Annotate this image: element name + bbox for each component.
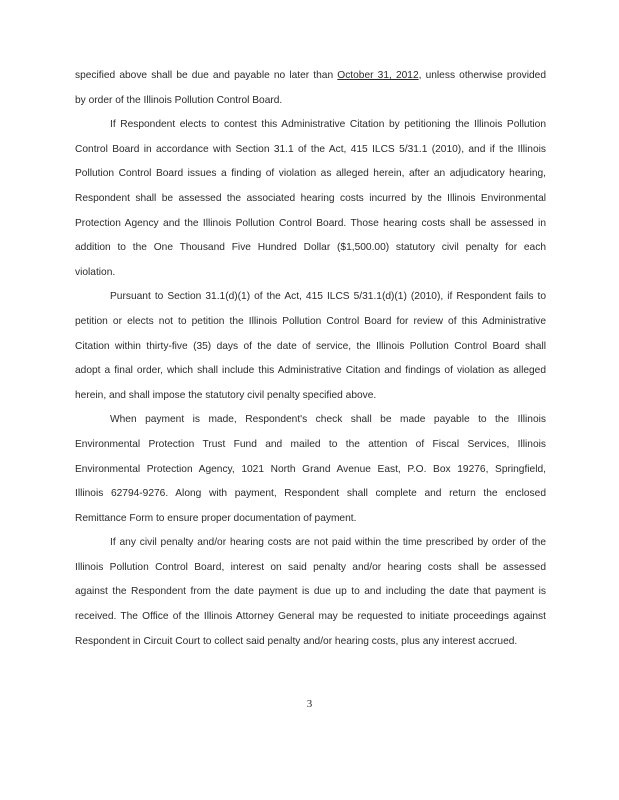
paragraph-2-line: addition to the One Thousand Five Hundred Dollar ($1,500.00) statutory civil penalty for each — [75, 242, 546, 254]
paragraph-3-line: herein, and shall impose the statutory civil penalty specified above. — [75, 389, 377, 401]
paragraph-4-line: Environmental Protection Trust Fund and mailed to the attention of Fiscal Services, Illinois — [75, 438, 546, 450]
paragraph-4-line: Environmental Protection Agency, 1021 North Grand Avenue East, P.O. Box 19276, Springfield, — [75, 463, 546, 475]
paragraph-2-line: Control Board in accordance with Section 31.1 of the Act, 415 ILCS 5/31.1 (2010), and if the Illinois — [75, 143, 546, 155]
paragraph-2-line: Pollution Control Board issues a finding of violation as alleged herein, after an adjudicatory hearing, — [75, 168, 546, 180]
paragraph-2-line: Respondent shall be assessed the associated hearing costs incurred by the Illinois Environmental — [75, 192, 546, 204]
paragraph-3-line: Citation within thirty-five (35) days of the date of service, the Illinois Pollution Control Board shall — [75, 340, 546, 352]
page-number: 3 — [306, 698, 313, 710]
paragraph-5-line: Respondent in Circuit Court to collect said penalty and/or hearing costs, plus any interest accrued. — [75, 635, 518, 647]
text-segment: , unless otherwise provided — [418, 70, 546, 81]
paragraph-5-line: Illinois Pollution Control Board, interest on said penalty and/or hearing costs shall be assessed — [75, 561, 546, 573]
paragraph-3-line: adopt a final order, which shall include this Administrative Citation and findings of violation as alleged — [75, 365, 546, 377]
paragraph-4-line: Remittance Form to ensure proper documentation of payment. — [75, 512, 357, 524]
paragraph-4-line: Illinois 62794-9276. Along with payment, Respondent shall complete and return the enclosed — [75, 488, 546, 500]
paragraph-4-line: When payment is made, Respondent's check shall be made payable to the Illinois — [110, 414, 546, 426]
paragraph-1-line-2: by order of the Illinois Pollution Control Board. — [75, 94, 283, 106]
paragraph-3-line: Pursuant to Section 31.1(d)(1) of the Act, 415 ILCS 5/31.1(d)(1) (2010), if Respondent fails to — [110, 291, 546, 303]
document-body — [75, 64, 546, 654]
paragraph-2-line: If Respondent elects to contest this Administrative Citation by petitioning the Illinois Pollution — [110, 119, 546, 131]
paragraph-2-line: Protection Agency and the Illinois Pollution Control Board. Those hearing costs shall be assessed in — [75, 217, 546, 229]
paragraph-1-line-1 — [75, 64, 546, 89]
paragraph-5-line: If any civil penalty and/or hearing costs are not paid within the time prescribed by order of the — [110, 537, 546, 549]
paragraph-3-line: petition or elects not to petition the Illinois Pollution Control Board for review of this Administrative — [75, 315, 546, 327]
text-segment: specified above shall be due and payable no later than — [75, 70, 338, 81]
paragraph-2-line: violation. — [75, 266, 116, 278]
due-date: October 31, 2012 — [337, 70, 419, 81]
paragraph-5-line: against the Respondent from the date payment is due up to and including the date that payment is — [75, 586, 546, 598]
paragraph-5-line: received. The Office of the Illinois Attorney General may be requested to initiate proceedings against — [75, 611, 546, 623]
